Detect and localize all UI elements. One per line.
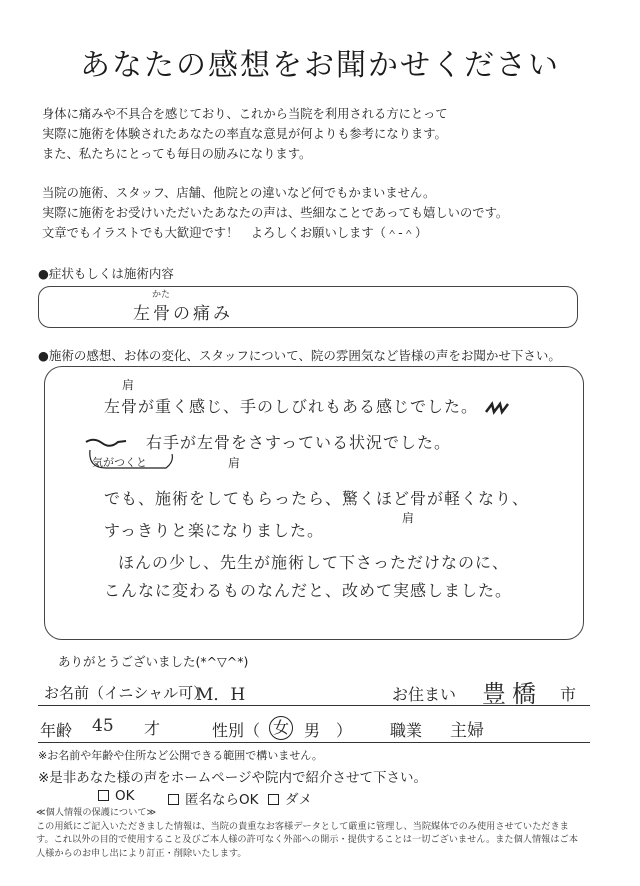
gender-male[interactable]: 男 ） (304, 721, 353, 740)
option-ok[interactable] (98, 788, 134, 804)
intro-line: 身体に痛みや不具合を感じており、これから当院を利用される方にとって (42, 107, 448, 121)
intro-paragraph (42, 104, 448, 164)
feedback-note: 肩 (122, 378, 135, 392)
feedback-note: 肩 (228, 456, 241, 470)
divider (38, 705, 590, 706)
privacy-section (36, 806, 578, 860)
job-value[interactable]: 主婦 (450, 721, 484, 741)
job-label: 職業 (390, 721, 423, 740)
feedback-line: すっきりと楽になりました。 (104, 521, 325, 540)
feedback-line: こんなに変わるものなんだと、改めて実感しました。 (104, 581, 513, 600)
checkbox-ok[interactable] (98, 790, 109, 801)
symptom-box[interactable] (38, 286, 578, 328)
option-anonymous[interactable] (168, 788, 258, 808)
gender-female-selected[interactable] (269, 716, 293, 740)
option-no[interactable] (268, 788, 312, 808)
privacy-line: す。これ以外の目的で使用すること及びご本人様の許可なく外部への開示・提供することは一切ございません。また個人情報はご本 (36, 834, 578, 845)
feedback-line (104, 394, 512, 417)
symptom-answer: 左骨の痛み (133, 304, 233, 324)
intro-line: また、私たちにとっても毎日の励みになります。 (42, 147, 312, 161)
checkbox-anonymous[interactable] (168, 794, 179, 805)
name-label: お名前（イニシャル可） (44, 684, 209, 702)
address-label: お住まい (392, 685, 457, 704)
intro-line: 文章でもイラストでも大歓迎です！ よろしくお願いします（＾-＾） (42, 226, 428, 240)
checkbox-no[interactable] (268, 794, 279, 805)
gender-label: 性別（ (212, 721, 261, 740)
age-suffix: 才 (144, 719, 161, 738)
strike-scribble (84, 437, 128, 447)
feedback-line-text: 左骨が重く感じ、手のしびれもある感じでした。 (104, 397, 479, 416)
address-value[interactable]: 豊橋 (482, 680, 542, 708)
gender-female: 女 (269, 716, 293, 740)
feedback-line: でも、施術をしてもらったら、驚くほど骨が軽くなり、 (104, 489, 530, 508)
note-public-scope: ※お名前や年齢や住所など公開できる範囲で構いません。 (38, 749, 323, 762)
intro-line: 実際に施術をお受けいただいたあなたの声は、些細なことであっても嬉しいのです。 (42, 206, 509, 220)
page-title: あなたの感想をお聞かせください (80, 48, 560, 83)
feedback-line: 右手が左骨をさすっている状況でした。 (146, 433, 452, 452)
option-anonymous-label: 匿名ならOK (185, 792, 259, 808)
note-introduce: ※是非あなた様の声をホームページや院内で紹介させて下さい。 (38, 770, 428, 786)
age-label: 年齢 (40, 721, 73, 740)
feedback-label: ●施術の感想、お体の変化、スタッフについて、院の雰囲気など皆様の声をお聞かせ下さい。 (38, 348, 561, 363)
symptom-label: ●症状もしくは施術内容 (38, 266, 174, 281)
symptom-furigana: かた (152, 290, 171, 300)
thanks-text: ありがとうございました(*^▽^*) (58, 654, 249, 669)
option-no-label: ダメ (285, 792, 312, 808)
name-value[interactable]: M．H (196, 685, 246, 705)
address-suffix: 市 (560, 685, 577, 704)
scribble-mark (484, 400, 512, 416)
divider (38, 742, 590, 743)
privacy-line: 人様からのお申し出により訂正・削除いたします。 (36, 847, 247, 859)
feedback-line: ほんの少し、先生が施術して下さっただけなのに、 (118, 553, 510, 572)
intro-line: 当院の施術、スタッフ、店舗、他院との違いなど何でもかまいません。 (42, 186, 436, 200)
feedback-insert: 気がつくと (92, 456, 147, 469)
age-value[interactable]: 45 (92, 716, 114, 736)
privacy-line: この用紙にご記入いただきました情報は、当院の貴重なお客様データとして厳重に管理し、当院媒体でのみ使用させていただきま (36, 820, 569, 832)
intro-line: 実際に施術を体験されたあなたの率直な意見が何よりも参考になります。 (42, 127, 447, 141)
option-ok-label: OK (115, 788, 135, 804)
privacy-heading: ≪個人情報の保護について≫ (36, 807, 157, 818)
intro-paragraph-2 (42, 183, 508, 243)
feedback-note: 肩 (402, 511, 415, 525)
